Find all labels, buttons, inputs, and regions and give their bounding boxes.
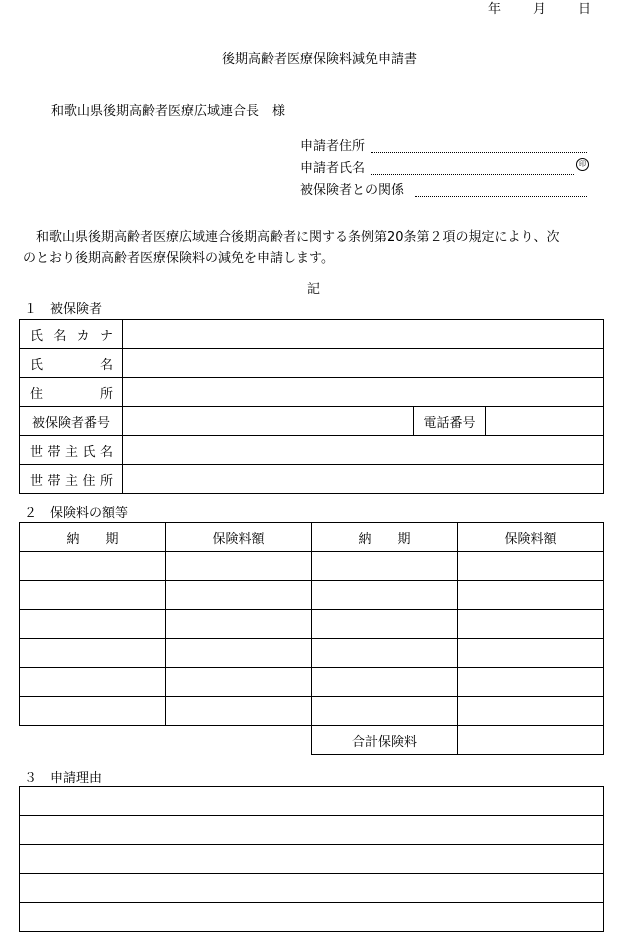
table-row: [20, 320, 604, 349]
seal-mark: 印: [576, 158, 589, 171]
amount-cell[interactable]: [458, 697, 604, 726]
phone-label: 電話番号: [414, 407, 486, 436]
reason-line[interactable]: [20, 874, 604, 903]
reason-line[interactable]: [20, 903, 604, 932]
table-row: [20, 639, 604, 668]
table-row: [20, 874, 604, 903]
addressee: 和歌山県後期高齢者医療広域連合長 様: [51, 104, 286, 119]
table-row: [20, 697, 604, 726]
document-title: 後期高齢者医療保険料減免申請書: [221, 52, 417, 67]
reason-line[interactable]: [20, 845, 604, 874]
period-cell[interactable]: [20, 697, 166, 726]
period-cell[interactable]: [312, 639, 458, 668]
ki-heading: 記: [306, 282, 320, 297]
table-row: [20, 407, 604, 436]
amount-cell[interactable]: [458, 668, 604, 697]
period-cell[interactable]: [20, 668, 166, 697]
table-row: [20, 552, 604, 581]
reason-table: [19, 786, 604, 932]
table-row: [20, 816, 604, 845]
amount-cell[interactable]: [458, 581, 604, 610]
amount-cell[interactable]: [458, 610, 604, 639]
total-label: 合計保険料: [312, 726, 458, 755]
address-label: 住 所: [20, 378, 123, 407]
period-cell[interactable]: [312, 697, 458, 726]
applicant-address-label: 申請者住所: [300, 139, 366, 154]
householder-address-label: 世 帯 主 住 所: [20, 465, 123, 494]
period-cell[interactable]: [312, 668, 458, 697]
householder-name-label: 世 帯 主 氏 名: [20, 436, 123, 465]
table-row: [20, 378, 604, 407]
amount-cell[interactable]: [166, 552, 312, 581]
name-label: 氏 名: [20, 349, 123, 378]
table-row: [20, 845, 604, 874]
amount-cell[interactable]: [166, 697, 312, 726]
insured-table: [19, 319, 604, 494]
table-row: [20, 903, 604, 932]
insured-number-input[interactable]: [123, 407, 414, 436]
applicant-address-line[interactable]: [371, 152, 587, 153]
table-header-row: [20, 523, 604, 552]
applicant-address-field[interactable]: [300, 135, 588, 153]
amount-cell[interactable]: [166, 581, 312, 610]
section2-heading: ２ 保険料の額等: [24, 506, 129, 521]
declaration-line-1: 和歌山県後期高齢者医療広域連合後期高齢者に関する条例第20条第２項の規定により、次: [36, 230, 560, 245]
amount-cell[interactable]: [166, 610, 312, 639]
month-label: 月: [533, 2, 547, 17]
relation-field[interactable]: [300, 179, 588, 197]
period-header-1: 納 期: [20, 523, 166, 552]
relation-line[interactable]: [415, 196, 587, 197]
relation-label: 被保険者との関係: [300, 183, 405, 198]
premium-table: [19, 522, 604, 755]
table-row: [20, 436, 604, 465]
table-row: [20, 610, 604, 639]
period-cell[interactable]: [20, 581, 166, 610]
table-row: [20, 349, 604, 378]
declaration-line-2: のとおり後期高齢者医療保険料の減免を申請します。: [23, 251, 334, 266]
householder-name-input[interactable]: [123, 436, 604, 465]
section1-heading: １ 被保険者: [24, 302, 103, 317]
declaration-paragraph: [23, 227, 623, 269]
table-row: [20, 787, 604, 816]
amount-header-2: 保険料額: [458, 523, 604, 552]
reason-line[interactable]: [20, 816, 604, 845]
period-cell[interactable]: [312, 552, 458, 581]
householder-address-input[interactable]: [123, 465, 604, 494]
amount-cell[interactable]: [166, 639, 312, 668]
table-row: [20, 581, 604, 610]
total-input[interactable]: [458, 726, 604, 755]
period-cell[interactable]: [312, 610, 458, 639]
period-cell[interactable]: [20, 639, 166, 668]
applicant-name-field[interactable]: [300, 157, 588, 175]
name-input[interactable]: [123, 349, 604, 378]
amount-cell[interactable]: [166, 668, 312, 697]
day-label: 日: [578, 2, 592, 17]
amount-cell[interactable]: [458, 639, 604, 668]
year-label: 年: [488, 2, 502, 17]
amount-header-1: 保険料額: [166, 523, 312, 552]
amount-cell[interactable]: [458, 552, 604, 581]
period-header-2: 納 期: [312, 523, 458, 552]
table-row: [20, 465, 604, 494]
reason-line[interactable]: [20, 787, 604, 816]
table-row: [20, 668, 604, 697]
period-cell[interactable]: [312, 581, 458, 610]
kana-label: 氏 名 カ ナ: [20, 320, 123, 349]
period-cell[interactable]: [20, 552, 166, 581]
section3-heading: ３ 申請理由: [24, 771, 103, 786]
insured-number-label: 被保険者番号: [20, 407, 123, 436]
applicant-name-label: 申請者氏名: [300, 161, 366, 176]
total-row: [20, 726, 604, 755]
applicant-name-line[interactable]: [371, 174, 574, 175]
phone-input[interactable]: [486, 407, 604, 436]
address-input[interactable]: [123, 378, 604, 407]
period-cell[interactable]: [20, 610, 166, 639]
kana-input[interactable]: [123, 320, 604, 349]
